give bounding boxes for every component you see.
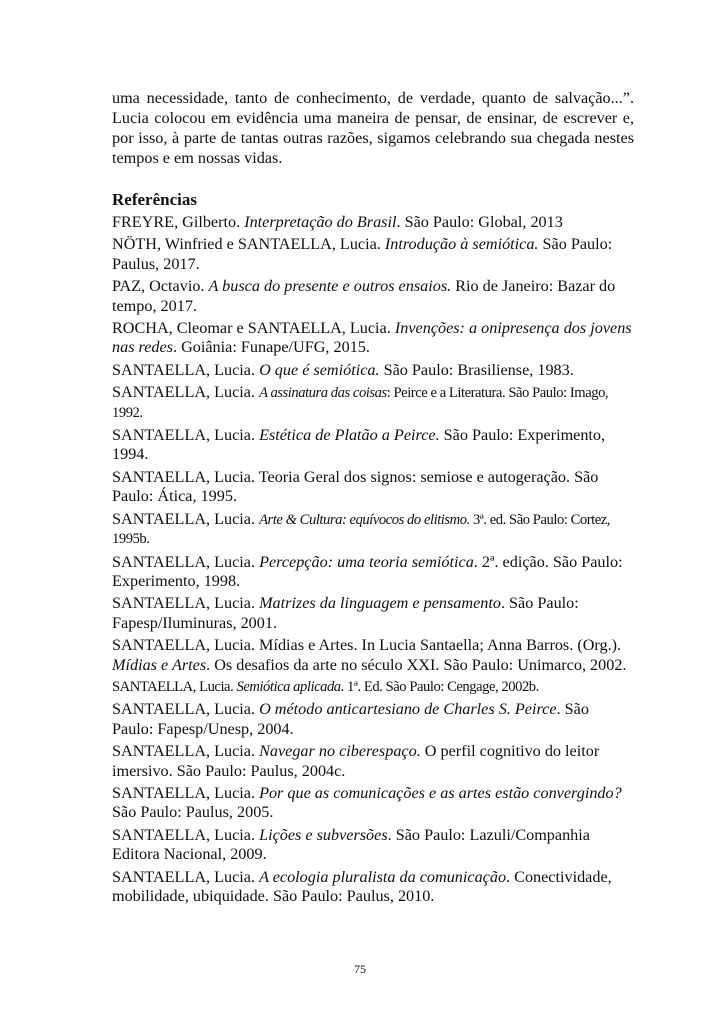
page-number: 75 [354, 962, 366, 976]
reference-author: NÖTH, Winfried e SANTAELLA, Lucia. [112, 235, 385, 254]
reference-entry [112, 235, 634, 274]
reference-author: SANTAELLA, Lucia. [112, 742, 260, 761]
reference-title: Estética de Platão a Peirce. [259, 426, 440, 445]
reference-entry [112, 636, 634, 675]
reference-details: . Conectividade, mobilidade, ubiquidade. São Paulo: Paulus, 2010. [112, 867, 612, 905]
reference-entry [112, 594, 634, 633]
reference-details: O perfil cognitivo do leitor imersivo. São Paulo: Paulus, 2004c. [112, 742, 600, 780]
reference-title: Introdução à semiótica. [384, 235, 539, 254]
reference-title: Lições e subversões [259, 825, 388, 844]
reference-details: São Paulo: Paulus, 2017. [112, 235, 613, 273]
reference-author: SANTAELLA, Lucia. [112, 825, 260, 844]
reference-author: ROCHA, Cleomar e SANTAELLA, Lucia. [112, 319, 395, 338]
reference-title: Navegar no ciberespaço. [259, 742, 421, 761]
reference-author: SANTAELLA, Lucia. Mídias e Artes. In Lucia Santaella; Anna Barros. (Org.). [112, 636, 622, 655]
reference-author: SANTAELLA, Lucia. [112, 509, 260, 528]
reference-details: . 1ª. Ed. São Paulo: Cengage, 2002b. [340, 678, 539, 695]
reference-author: PAZ, Octavio. [112, 277, 209, 296]
reference-entry [112, 784, 634, 823]
reference-entry [112, 742, 634, 781]
reference-title: Invenções: a onipresença dos jovens nas redes [112, 319, 632, 357]
reference-title: Percepção: uma teoria semiótica [259, 552, 474, 571]
reference-entry [112, 426, 634, 465]
reference-details: São Paulo: Brasiliense, 1983. [379, 360, 574, 379]
reference-entry [112, 213, 634, 232]
reference-title: A ecologia pluralista da comunicação [259, 867, 507, 886]
reference-author: SANTAELLA, Lucia. [112, 552, 260, 571]
reference-title: Arte & Cultura: equívocos do elitismo. [259, 511, 470, 528]
reference-author: SANTAELLA, Lucia. [112, 426, 260, 445]
reference-details: . Goiânia: Funape/UFG, 2015. [173, 338, 370, 357]
reference-entry [112, 383, 634, 423]
reference-entry [112, 319, 634, 358]
reference-author: SANTAELLA, Lucia. [112, 594, 260, 613]
reference-details: Rio de Janeiro: Bazar do tempo, 2017. [112, 277, 616, 315]
reference-title: Por que as comunicações e as artes estão convergindo? [259, 783, 622, 802]
reference-entry [112, 468, 634, 507]
reference-author: SANTAELLA, Lucia. [112, 700, 260, 719]
reference-entry [112, 826, 634, 865]
reference-author: FREYRE, Gilberto. [112, 213, 245, 231]
reference-details: . Os desafios da arte no século XXI. São Paulo: Unimarco, 2002. [206, 655, 627, 674]
reference-title: Semiótica aplicada [236, 678, 341, 695]
document-page [112, 88, 634, 909]
reference-title: Matrizes da linguagem e pensamento [259, 594, 501, 613]
reference-title: A assinatura das coisas [259, 385, 387, 402]
reference-title: A busca do presente e outros ensaios. [208, 277, 452, 296]
reference-details: 3ª. ed. São Paulo: Cortez, 1995b. [112, 511, 610, 548]
reference-entry [112, 510, 634, 550]
reference-title: O que é semiótica. [259, 360, 380, 379]
reference-entry [112, 361, 634, 380]
reference-details: : Peirce e a Literatura. São Paulo: Imago, 1992. [112, 385, 609, 421]
reference-author: SANTAELLA, Lucia. [112, 867, 260, 886]
reference-entry [112, 678, 634, 697]
reference-author: SANTAELLA, Lucia. [112, 383, 260, 402]
reference-details: . São Paulo: Fapesp/Unesp, 2004. [112, 700, 589, 738]
closing-paragraph: uma necessidade, tanto de conhecimento, de verdade, quanto de salvação...”. Lucia colocou em evidência uma maneira de pensar, de ensinar, de escrever e, por isso, à parte de tantas outras razões, sigamos celebrando sua chegada nestes tempos e em nossas vidas. [112, 89, 634, 167]
references-heading: Referências [112, 190, 197, 209]
reference-entry [112, 868, 634, 907]
reference-details: São Paulo: Paulus, 2005. [112, 803, 274, 822]
reference-author: SANTAELLA, Lucia. [112, 360, 260, 379]
reference-author: SANTAELLA, Lucia. [112, 678, 237, 695]
reference-author: SANTAELLA, Lucia. Teoria Geral dos signos: semiose e autogeração. São Paulo: Ática, 1995. [112, 467, 599, 506]
references-list [112, 213, 634, 906]
reference-title: Mídias e Artes [112, 655, 207, 674]
reference-entry [112, 553, 634, 592]
reference-details: . São Paulo: Fapesp/Iluminuras, 2001. [112, 594, 579, 632]
reference-title: Interpretação do Brasil [244, 213, 397, 231]
reference-details: . São Paulo: Global, 2013 [396, 213, 563, 231]
reference-entry [112, 700, 634, 739]
reference-details: . São Paulo: Lazuli/Companhia Editora Nacional, 2009. [112, 825, 590, 864]
reference-author: SANTAELLA, Lucia. [112, 783, 260, 802]
reference-entry [112, 277, 634, 316]
reference-details: . 2ª. edição. São Paulo: Experimento, 1998. [112, 552, 623, 590]
reference-title: O método anticartesiano de Charles S. Peirce [259, 700, 557, 719]
reference-details: São Paulo: Experimento, 1994. [112, 426, 606, 464]
